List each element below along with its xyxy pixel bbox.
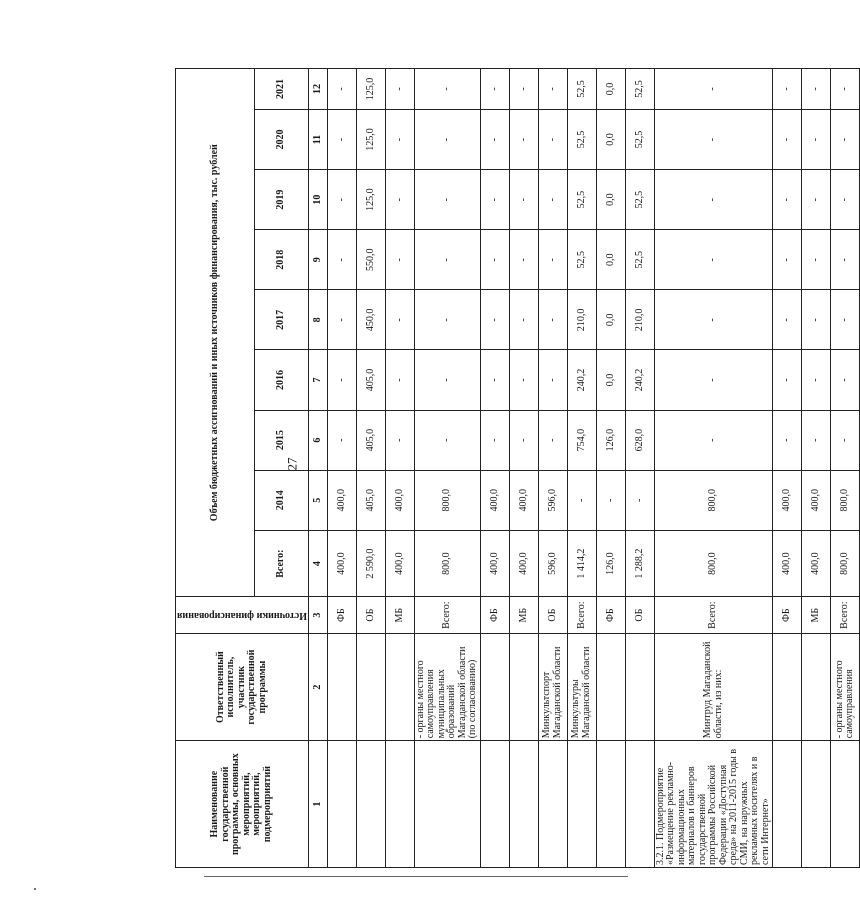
row-value: 0,0	[596, 350, 625, 410]
column-index: 7	[308, 350, 327, 410]
row-executor: Минкультуры Магаданской области	[567, 633, 596, 740]
row-value: -	[414, 69, 480, 110]
header-year: 2021	[255, 69, 309, 110]
row-value: 400,0	[385, 530, 414, 597]
row-executor: Минтруд Магаданской области, из них:	[654, 633, 773, 740]
row-executor	[509, 633, 538, 740]
table-row	[538, 69, 567, 868]
row-value: -	[509, 230, 538, 290]
row-value: 405,0	[356, 410, 385, 470]
row-value: -	[327, 410, 356, 470]
row-value: -	[480, 290, 509, 350]
row-value: -	[654, 290, 773, 350]
row-value: 400,0	[385, 470, 414, 530]
row-source: ОБ	[625, 597, 654, 634]
row-value: -	[831, 410, 860, 470]
row-value: -	[414, 230, 480, 290]
row-executor: - органы местного самоуправления	[831, 633, 860, 740]
row-executor	[480, 633, 509, 740]
row-value: -	[654, 350, 773, 410]
row-name	[567, 741, 596, 868]
row-value: -	[414, 109, 480, 169]
row-value: 125,0	[356, 109, 385, 169]
row-value: 210,0	[567, 290, 596, 350]
row-value: -	[773, 350, 802, 410]
row-value: -	[509, 170, 538, 230]
row-value: -	[773, 230, 802, 290]
row-value: 2 590,0	[356, 530, 385, 597]
row-value: -	[385, 69, 414, 110]
row-source: Всего:	[414, 597, 480, 634]
table-row	[567, 69, 596, 868]
column-index: 11	[308, 109, 327, 169]
header-name: Наименование государственной программы, основных мероприятий, мероприятий, подмероприятий	[176, 741, 309, 868]
funding-table	[175, 68, 860, 868]
row-source: ФБ	[596, 597, 625, 634]
table-row	[414, 69, 480, 868]
scan-speck	[34, 888, 36, 890]
table-row	[773, 69, 802, 868]
row-value: -	[773, 109, 802, 169]
row-source: Всего:	[567, 597, 596, 634]
row-value: 800,0	[654, 470, 773, 530]
row-value: 52,5	[625, 109, 654, 169]
table-row	[327, 69, 356, 868]
row-value: -	[480, 350, 509, 410]
header-year: 2015	[255, 410, 309, 470]
column-index: 5	[308, 470, 327, 530]
row-value: 52,5	[625, 230, 654, 290]
row-value: 400,0	[327, 530, 356, 597]
table-row	[831, 69, 860, 868]
row-name	[831, 741, 860, 868]
column-index: 2	[308, 633, 327, 740]
row-source: ОБ	[538, 597, 567, 634]
row-source: Всего:	[831, 597, 860, 634]
row-value: 125,0	[356, 69, 385, 110]
row-value: -	[802, 69, 831, 110]
header-year: 2019	[255, 170, 309, 230]
row-value: 125,0	[356, 170, 385, 230]
row-value: -	[327, 350, 356, 410]
header-funding: Объем бюджетных ассигнований и иных источников финансирования, тыс. рублей	[176, 69, 255, 597]
row-value: -	[327, 290, 356, 350]
row-value: -	[480, 410, 509, 470]
row-value: 800,0	[654, 530, 773, 597]
row-value: 52,5	[567, 170, 596, 230]
row-value: -	[802, 410, 831, 470]
header-source: Источники финансирования	[176, 597, 309, 634]
page-number: 27	[284, 457, 300, 471]
column-index: 8	[308, 290, 327, 350]
row-value: -	[654, 410, 773, 470]
row-executor	[596, 633, 625, 740]
row-value: 400,0	[509, 530, 538, 597]
row-executor	[802, 633, 831, 740]
row-value: 800,0	[831, 470, 860, 530]
row-value: 596,0	[538, 470, 567, 530]
row-value: -	[567, 470, 596, 530]
column-index: 6	[308, 410, 327, 470]
header-year: 2016	[255, 350, 309, 410]
row-name	[385, 741, 414, 868]
column-index: 12	[308, 69, 327, 110]
row-value: -	[802, 170, 831, 230]
row-value: 400,0	[509, 470, 538, 530]
header-year: 2018	[255, 230, 309, 290]
row-name	[509, 741, 538, 868]
row-value: -	[480, 170, 509, 230]
rotated-table-container	[175, 68, 856, 868]
row-value: -	[327, 109, 356, 169]
row-value: -	[802, 109, 831, 169]
bottom-rule	[204, 876, 628, 877]
row-value: -	[385, 290, 414, 350]
row-source: ФБ	[327, 597, 356, 634]
row-value: 52,5	[567, 109, 596, 169]
row-name: 3.2.1. Подмероприятие «Размещение рекламно-информационных материалов и баннеров государственной программы Российской Федерации «Доступная среда» на 2011-2015 годы в СМИ, на наружных рекламных носителях и в сети Интернет»	[654, 741, 773, 868]
table-row	[385, 69, 414, 868]
row-value: 400,0	[773, 530, 802, 597]
row-value: -	[480, 230, 509, 290]
row-value: 0,0	[596, 170, 625, 230]
row-value: -	[385, 350, 414, 410]
row-value: -	[509, 290, 538, 350]
row-value: -	[773, 290, 802, 350]
row-name	[773, 741, 802, 868]
row-value: 400,0	[480, 470, 509, 530]
header-year: Всего:	[255, 530, 309, 597]
row-value: -	[414, 290, 480, 350]
row-value: -	[831, 290, 860, 350]
row-value: -	[509, 410, 538, 470]
row-value: -	[773, 170, 802, 230]
row-executor	[356, 633, 385, 740]
header-year: 2017	[255, 290, 309, 350]
table-row	[596, 69, 625, 868]
row-value: -	[654, 230, 773, 290]
table-row	[654, 69, 773, 868]
row-value: -	[802, 230, 831, 290]
row-source: ФБ	[480, 597, 509, 634]
row-value: -	[327, 69, 356, 110]
header-year: 2020	[255, 109, 309, 169]
row-source: Всего:	[654, 597, 773, 634]
row-value: -	[480, 109, 509, 169]
row-value: -	[385, 109, 414, 169]
row-value: 628,0	[625, 410, 654, 470]
row-source: ФБ	[773, 597, 802, 634]
row-value: 800,0	[831, 530, 860, 597]
row-value: -	[596, 470, 625, 530]
row-source: МБ	[385, 597, 414, 634]
row-source: МБ	[802, 597, 831, 634]
row-name	[327, 741, 356, 868]
row-value: -	[773, 410, 802, 470]
row-executor	[327, 633, 356, 740]
row-value: 126,0	[596, 530, 625, 597]
row-name	[356, 741, 385, 868]
row-value: 126,0	[596, 410, 625, 470]
row-value: -	[831, 170, 860, 230]
row-value: -	[802, 350, 831, 410]
row-value: -	[480, 69, 509, 110]
row-value: 400,0	[480, 530, 509, 597]
row-name	[625, 741, 654, 868]
row-value: 596,0	[538, 530, 567, 597]
row-value: 405,0	[356, 350, 385, 410]
row-value: 0,0	[596, 230, 625, 290]
column-index: 4	[308, 530, 327, 597]
row-value: 0,0	[596, 69, 625, 110]
column-index: 10	[308, 170, 327, 230]
row-value: -	[414, 170, 480, 230]
row-source: ОБ	[356, 597, 385, 634]
row-executor: Минкультспорт Магаданской области	[538, 633, 567, 740]
row-value: -	[538, 170, 567, 230]
table-row	[625, 69, 654, 868]
row-value: -	[538, 230, 567, 290]
row-executor: - органы местного самоуправления муниципальных образований Магаданской области (по согласованию)	[414, 633, 480, 740]
row-value: -	[831, 109, 860, 169]
row-value: -	[654, 170, 773, 230]
row-value: 800,0	[414, 470, 480, 530]
row-value: 405,0	[356, 470, 385, 530]
row-value: -	[654, 69, 773, 110]
row-value: 400,0	[773, 470, 802, 530]
header-executor: Ответственный исполнитель, участник государственной программы	[176, 633, 309, 740]
row-value: 52,5	[625, 69, 654, 110]
row-value: 52,5	[567, 69, 596, 110]
table-row	[802, 69, 831, 868]
row-value: -	[509, 350, 538, 410]
row-value: -	[385, 170, 414, 230]
table-row	[480, 69, 509, 868]
row-value: -	[414, 410, 480, 470]
table-row	[356, 69, 385, 868]
row-value: -	[538, 69, 567, 110]
row-value: -	[538, 290, 567, 350]
column-index: 3	[308, 597, 327, 634]
row-value: -	[538, 109, 567, 169]
row-value: -	[831, 350, 860, 410]
row-value: -	[831, 230, 860, 290]
row-value: -	[509, 109, 538, 169]
row-name	[414, 741, 480, 868]
row-value: 450,0	[356, 290, 385, 350]
row-name	[480, 741, 509, 868]
row-value: -	[625, 470, 654, 530]
table-row	[509, 69, 538, 868]
row-value: -	[385, 230, 414, 290]
row-value: 400,0	[802, 470, 831, 530]
row-value: 0,0	[596, 109, 625, 169]
row-value: 800,0	[414, 530, 480, 597]
row-executor	[625, 633, 654, 740]
row-value: -	[414, 350, 480, 410]
row-name	[802, 741, 831, 868]
row-value: 52,5	[625, 170, 654, 230]
row-value: 1 414,2	[567, 530, 596, 597]
row-executor	[385, 633, 414, 740]
row-value: -	[773, 69, 802, 110]
header-year: 2014	[255, 470, 309, 530]
row-executor	[773, 633, 802, 740]
row-value: 400,0	[327, 470, 356, 530]
row-value: 240,2	[625, 350, 654, 410]
row-value: 0,0	[596, 290, 625, 350]
row-value: 210,0	[625, 290, 654, 350]
row-value: -	[538, 410, 567, 470]
row-value: -	[509, 69, 538, 110]
row-name	[538, 741, 567, 868]
row-source: МБ	[509, 597, 538, 634]
row-value: -	[327, 230, 356, 290]
column-index: 9	[308, 230, 327, 290]
row-value: 550,0	[356, 230, 385, 290]
row-value: -	[327, 170, 356, 230]
row-value: -	[802, 290, 831, 350]
column-index: 1	[308, 741, 327, 868]
row-value: 240,2	[567, 350, 596, 410]
row-value: -	[831, 69, 860, 110]
row-value: -	[385, 410, 414, 470]
row-value: 52,5	[567, 230, 596, 290]
row-value: -	[654, 109, 773, 169]
row-value: 1 288,2	[625, 530, 654, 597]
row-value: -	[538, 350, 567, 410]
row-name	[596, 741, 625, 868]
row-value: 754,0	[567, 410, 596, 470]
row-value: 400,0	[802, 530, 831, 597]
